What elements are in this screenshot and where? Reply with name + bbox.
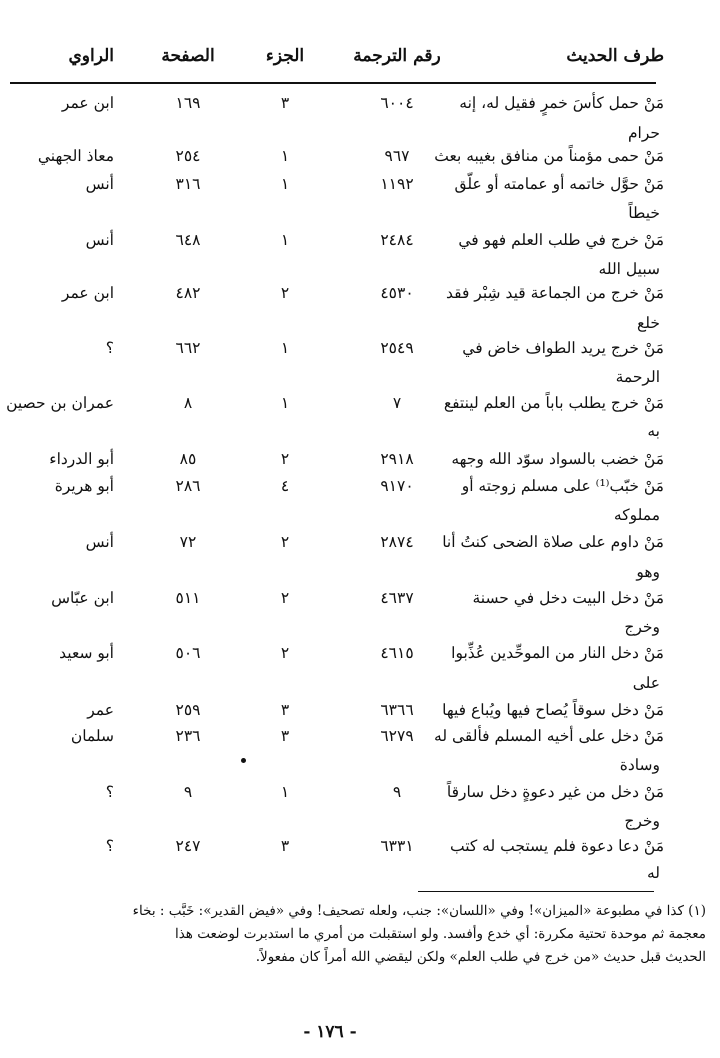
- narrator: ؟: [105, 783, 114, 801]
- hadith-text: مَنْ دخل البيت دخل في حسنة: [472, 589, 664, 607]
- narrator: عمر: [87, 701, 114, 719]
- tarjama-number: ٤٥٣٠: [380, 284, 414, 302]
- tarjama-number: ٧: [392, 394, 402, 412]
- juz-number: ٢: [280, 533, 290, 551]
- hadith-text-continuation: به: [647, 422, 660, 440]
- hadith-text-continuation: خلع: [637, 314, 660, 332]
- juz-number: ١: [280, 231, 290, 249]
- tarjama-number: ١١٩٢: [380, 175, 414, 193]
- juz-number: ٣: [280, 727, 290, 745]
- narrator: عمران بن حصين: [6, 394, 114, 412]
- hadith-text: مَنْ خرج يريد الطواف خاض في: [462, 339, 664, 357]
- narrator: ؟: [105, 837, 114, 855]
- tarjama-number: ٦٠٠٤: [380, 94, 414, 112]
- juz-number: ١: [280, 339, 290, 357]
- hadith-text-continuation: مملوكه: [613, 506, 660, 524]
- hadith-text: مَنْ حمى مؤمناً من منافق بغيبه بعث: [434, 147, 664, 165]
- footnote-line-1: (١) كذا في مطبوعة «الميزان»! وفي «اللسان»: جنب، ولعله تصحيف! وفي «فيض القدير»: خَبَّب : بخاء: [132, 903, 706, 919]
- hadith-text: مَنْ خرج في طلب العلم فهو في: [458, 231, 664, 249]
- page-number-cell: ٨: [183, 394, 193, 412]
- tarjama-number: ٦٣٣١: [380, 837, 414, 855]
- tarjama-number: ٩٦٧: [384, 147, 410, 165]
- narrator: ؟: [105, 339, 114, 357]
- hadith-text-continuation: وهو: [636, 563, 660, 581]
- narrator: ابن عمر: [61, 94, 114, 112]
- page-number-cell: ٨٥: [179, 450, 197, 468]
- hadith-text-continuation: حرام: [627, 124, 660, 142]
- header-rawi: الراوي: [68, 46, 114, 66]
- hadith-text: مَنْ دخل النار من الموحِّدين عُذِّبوا: [451, 644, 664, 662]
- footnote-line-3: الحديث قبل حديث «من خرج في طلب العلم» ولكن ليقضي الله أمراً كان مفعولاً.: [255, 949, 706, 965]
- narrator: أبو هريرة: [54, 477, 114, 495]
- stray-dot: [241, 758, 246, 763]
- narrator: أنس: [85, 175, 114, 193]
- header-hadith: طرف الحديث: [566, 46, 664, 66]
- hadith-text-continuation: له: [646, 864, 660, 882]
- tarjama-number: ٢٨٧٤: [380, 533, 414, 551]
- narrator: أنس: [85, 533, 114, 551]
- hadith-text: مَنْ دعا دعوة فلم يستجب له كتب: [449, 837, 664, 855]
- hadith-text: مَنْ خضب بالسواد سوّد الله وجهه: [451, 450, 664, 468]
- narrator: سلمان: [70, 727, 114, 745]
- narrator: أبو الدرداء: [49, 450, 114, 468]
- hadith-text: مَنْ حمل كأسَ خمرٍ فقيل له، إنه: [459, 94, 664, 112]
- narrator: ابن عبّاس: [51, 589, 114, 607]
- header-page: الصفحة: [161, 46, 215, 66]
- page-number-cell: ٢٣٦: [175, 727, 201, 745]
- juz-number: ٢: [280, 284, 290, 302]
- juz-number: ٢: [280, 589, 290, 607]
- juz-number: ٣: [280, 701, 290, 719]
- hadith-text: مَنْ خبّب⁽¹⁾ على مسلم زوجته أو: [461, 477, 664, 495]
- narrator: أبو سعيد: [59, 644, 114, 662]
- footnote-line-2: معجمة ثم موحدة تحتية مكررة: أي خدع وأفسد. ولو استقبلت من أمري ما استدبرت لوضعت هذا: [174, 926, 706, 942]
- tarjama-number: ٦٣٦٦: [380, 701, 414, 719]
- page-number-cell: ٢٥٩: [175, 701, 201, 719]
- tarjama-number: ٢٥٤٩: [380, 339, 414, 357]
- tarjama-number: ٦٢٧٩: [380, 727, 414, 745]
- hadith-text: مَنْ داوم على صلاة الضحى كنتُ أنا: [442, 533, 664, 551]
- hadith-text: مَنْ دخل سوقاً يُصاح فيها ويُباع فيها: [442, 701, 664, 719]
- page-number-cell: ٥١١: [175, 589, 201, 607]
- tarjama-number: ٢٤٨٤: [380, 231, 414, 249]
- juz-number: ١: [280, 147, 290, 165]
- page-number-cell: ٤٨٢: [175, 284, 201, 302]
- page-number-cell: ٦٦٢: [175, 339, 201, 357]
- hadith-text-continuation: وخرج: [624, 812, 660, 830]
- hadith-text: مَنْ دخل من غير دعوةٍ دخل سارقاً: [446, 783, 664, 801]
- juz-number: ٣: [280, 837, 290, 855]
- hadith-text-continuation: وخرج: [624, 618, 660, 636]
- juz-number: ٢: [280, 450, 290, 468]
- header-tarjama: رقم الترجمة: [353, 46, 441, 66]
- narrator: أنس: [85, 231, 114, 249]
- page-number: - ١٧٦ -: [303, 1022, 357, 1042]
- juz-number: ٣: [280, 94, 290, 112]
- juz-number: ١: [280, 175, 290, 193]
- hadith-text-continuation: وسادة: [619, 756, 660, 774]
- tarjama-number: ٤٦٣٧: [380, 589, 414, 607]
- page-number-cell: ٩: [183, 783, 193, 801]
- hadith-text-continuation: خيطاً: [628, 204, 660, 222]
- page-number-cell: ٢٤٧: [175, 837, 201, 855]
- hadith-text: مَنْ حوَّل خاتمه أو عمامته أو علّق: [454, 175, 664, 193]
- page-number-cell: ٢٥٤: [175, 147, 201, 165]
- page-number-cell: ٥٠٦: [175, 644, 201, 662]
- hadith-text: مَنْ دخل على أخيه المسلم فألقى له: [434, 727, 664, 745]
- narrator: ابن عمر: [61, 284, 114, 302]
- tarjama-number: ٤٦١٥: [380, 644, 414, 662]
- page-number-cell: ٧٢: [179, 533, 197, 551]
- hadith-text: مَنْ خرج من الجماعة قيد شِبْر فقد: [445, 284, 664, 302]
- tarjama-number: ٢٩١٨: [380, 450, 414, 468]
- page-number-cell: ١٦٩: [175, 94, 201, 112]
- header-rule: [10, 82, 656, 84]
- hadith-text-continuation: الرحمة: [615, 368, 660, 386]
- hadith-text-continuation: سبيل الله: [598, 260, 660, 278]
- footnote-rule: [418, 891, 654, 892]
- narrator: معاذ الجهني: [37, 147, 114, 165]
- hadith-text-continuation: على: [632, 674, 660, 692]
- header-juz: الجزء: [265, 46, 305, 66]
- tarjama-number: ٩١٧٠: [380, 477, 414, 495]
- page-number-cell: ٦٤٨: [175, 231, 201, 249]
- page-number-cell: ٢٨٦: [175, 477, 201, 495]
- hadith-text: مَنْ خرج يطلب باباً من العلم لينتفع: [443, 394, 664, 412]
- juz-number: ١: [280, 394, 290, 412]
- tarjama-number: ٩: [392, 783, 402, 801]
- juz-number: ٢: [280, 644, 290, 662]
- page-number-cell: ٣١٦: [175, 175, 201, 193]
- juz-number: ٤: [280, 477, 290, 495]
- juz-number: ١: [280, 783, 290, 801]
